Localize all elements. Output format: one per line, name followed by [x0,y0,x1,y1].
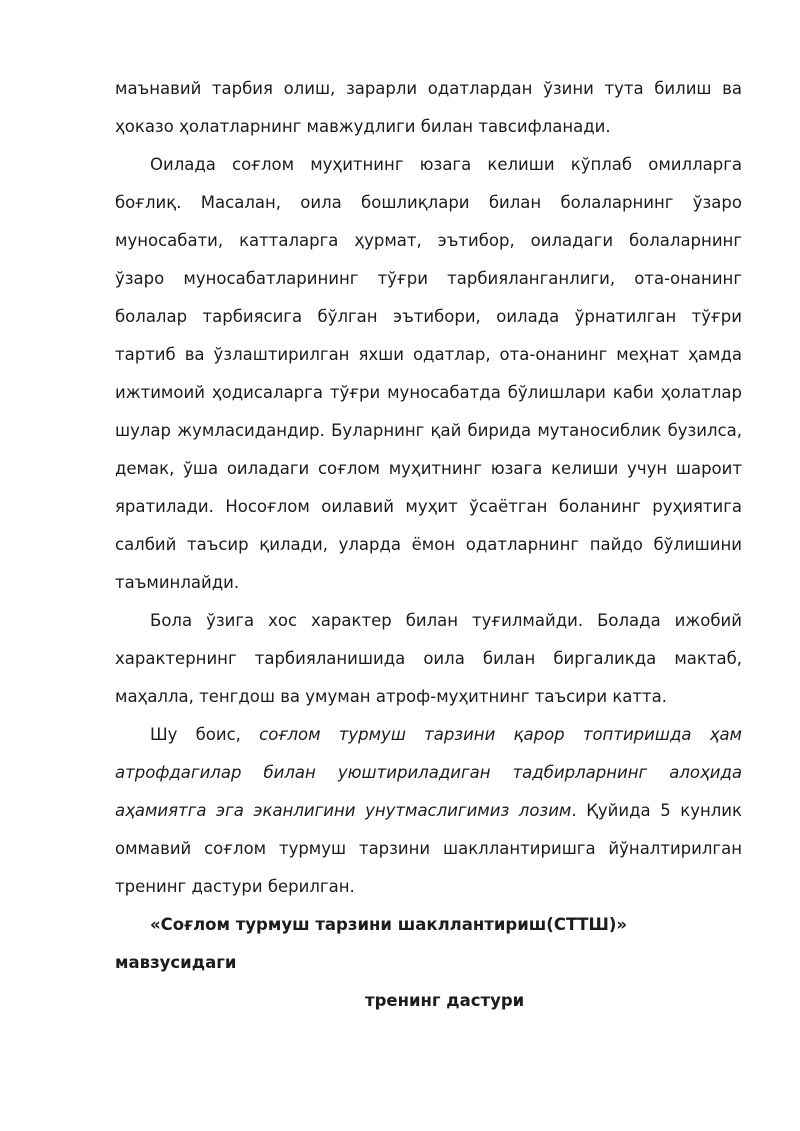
paragraph-continuation: маънавий тарбия олиш, зарарли одатлардан ўзини тута билиш ва ҳоказо ҳолатларнинг мавжудлиги билан тавсифланади. [115,79,742,136]
training-heading-line2: мавзусидаги [115,953,237,972]
training-heading-line1: «Соғлом турмуш тарзини шакллантириш(СТТШ)» [150,915,628,934]
paragraph-healthy-lifestyle [115,716,742,906]
paragraph-start-text: Шу боис, [150,725,260,744]
paragraph-child-character: Бола ўзига хос характер билан туғилмайди. Болада ижобий характернинг тарбияланишида оила билан биргаликда мактаб, маҳалла, тенгдош ва умуман атроф-муҳитнинг таъсири катта. [115,611,742,706]
paragraph-end-text: . Қуйида 5 кунлик оммавий соғлом турмуш тарзини шакллантиришга йўналтирилган тренинг дастури берилган. [115,801,742,896]
document-page [115,70,742,1020]
paragraph-family-environment: Оилада соғлом муҳитнинг юзага келиши кўплаб омилларга боғлиқ. Масалан, оила бошлиқлари билан болаларнинг ўзаро муносабати, катталарга ҳурмат, эътибор, оиладаги болаларнинг ўзаро муносабатларининг тўғри тарбияланганлиги, ота-онанинг болалар тарбиясига бўлган эътибори, оилада ўрнатилган тўғри тартиб ва ўзлаштирилган яхши одатлар, ота-онанинг меҳнат ҳамда ижтимоий ҳодисаларга тўғри муносабатда бўлишлари каби ҳолатлар шулар жумласидандир. Буларнинг қай бирида мутаносиблик бузилса, демак, ўша оиладаги соғлом муҳитнинг юзага келиши учун шароит яратилади. Носоғлом оилавий муҳит ўсаётган боланинг руҳиятига салбий таъсир қилади, уларда ёмон одатларнинг пайдо бўлишини таъминлайди. [115,155,742,592]
paragraph-italic-text: соғлом турмуш тарзини қарор топтиришда ҳам атрофдагилар билан уюштириладиган тадбирларнинг алоҳида аҳамиятга эга эканлигини унутмаслигимиз лозим [115,725,742,820]
training-heading-line3: тренинг дастури [365,991,525,1010]
